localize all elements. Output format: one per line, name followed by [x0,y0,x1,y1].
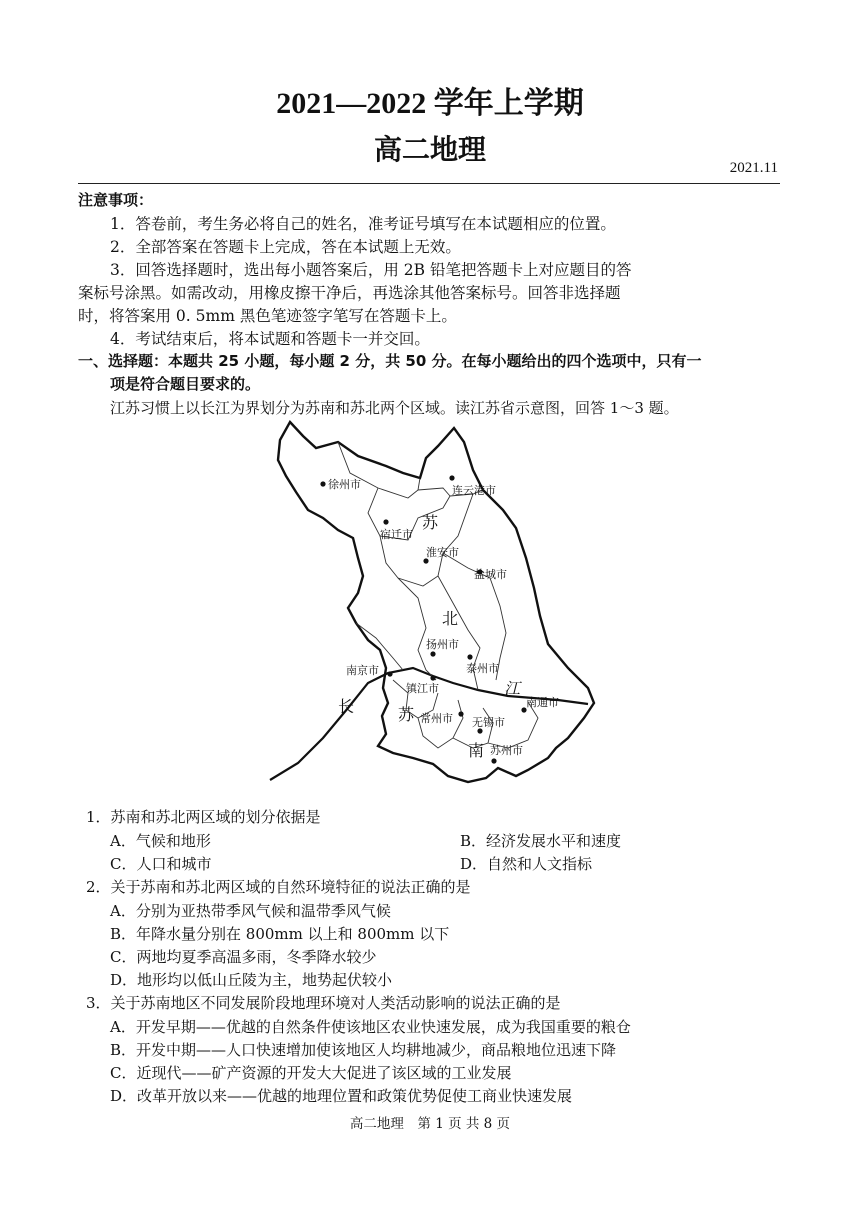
city-dot-changzhou [458,711,463,716]
notice-item-3-cont-b: 时，将答案用 0. 5mm 黑色笔迹签字笔写在答题卡上。 [78,307,457,325]
city-dot-suzhou [491,758,496,763]
city-label-wuxi: 无锡市 [472,716,505,729]
city-dot-wuxi [477,728,482,733]
question-1-option-a: A．气候和地形 [110,832,211,850]
question-2-option-b: B．年降水量分别在 800mm 以上和 800mm 以下 [110,925,450,943]
notice-heading: 注意事项： [78,191,154,209]
question-1-option-c: C．人口和城市 [110,855,212,873]
boundary-yangzhou [398,578,436,680]
city-label-yancheng: 盐城市 [474,568,507,581]
region-label-bei: 北 [442,609,459,628]
city-dot-huaian [423,558,428,563]
question-1-option-d: D．自然和人文指标 [460,855,593,873]
exam-subject: 高二地理 [373,133,486,166]
boundary-nanjing [356,623,403,670]
question-3-option-c: C．近现代——矿产资源的开发大大促进了该区域的工业发展 [110,1064,512,1082]
city-label-taizhou: 泰州市 [466,662,499,675]
region-label-chang: 长 [338,697,355,716]
notice-item-4: 4．考试结束后，将本试题和答题卡一并交回。 [110,330,430,348]
notice-item-3: 3．回答选择题时，选出每小题答案后，用 2B 铅笔把答题卡上对应题目的答 [110,261,632,279]
question-1-stem: 1．苏南和苏北两区域的划分依据是 [86,808,321,826]
city-dot-xuzhou [320,481,325,486]
section-heading-line2: 项是符合题目要求的。 [110,375,261,393]
city-dot-yangzhou [430,651,435,656]
region-label-nan: 南 [468,741,485,760]
notice-item-1: 1．答卷前，考生务必将自己的姓名，准考证号填写在本试题相应的位置。 [110,215,616,233]
city-dot-taizhou [467,654,472,659]
city-label-yangzhou: 扬州市 [426,638,459,651]
question-2-stem: 2．关于苏南和苏北两区域的自然环境特征的说法正确的是 [86,878,471,896]
question-2-option-a: A．分别为亚热带季风气候和温带季风气候 [110,902,391,920]
exam-date: 2021.11 [729,160,778,176]
jiangsu-map [268,418,598,788]
region-label-su-south: 苏 [398,705,415,724]
city-label-nanjing: 南京市 [346,664,379,677]
province-outline [278,422,594,782]
city-label-xuzhou: 徐州市 [328,478,361,491]
city-dot-lianyungang [449,475,454,480]
city-label-nantong: 南通市 [526,696,559,709]
question-3-option-b: B．开发中期——人口快速增加使该地区人均耕地减少，商品粮地位迅速下降 [110,1041,617,1059]
city-label-suqian: 宿迁市 [380,528,413,541]
page-footer: 高二地理 第 1 页 共 8 页 [349,1116,511,1132]
city-label-lianyungang: 连云港市 [452,484,496,497]
notice-item-2: 2．全部答案在答题卡上完成，答在本试题上无效。 [110,238,461,256]
question-3-option-d: D．改革开放以来——优越的地理位置和政策优势促使工商业快速发展 [110,1087,573,1105]
question-2-option-d: D．地形均以低山丘陵为主，地势起伏较小 [110,971,393,989]
city-dot-suqian [383,519,388,524]
section-heading-line1: 一、选择题：本题共 25 小题，每小题 2 分，共 50 分。在每小题给出的四个选项中，只有一 [78,352,702,370]
notice-item-3-cont-a: 案标号涂黑。如需改动，用橡皮擦干净后，再选涂其他答案标号。回答非选择题 [78,284,621,302]
header-rule [78,183,780,184]
city-dot-zhenjiang [430,675,435,680]
city-label-huaian: 淮安市 [426,546,459,559]
question-3-stem: 3．关于苏南地区不同发展阶段地理环境对人类活动影响的说法正确的是 [86,994,561,1012]
question-1-option-b: B．经济发展水平和速度 [460,832,622,850]
question-2-option-c: C．两地均夏季高温多雨，冬季降水较少 [110,948,377,966]
city-dot-nanjing [387,671,392,676]
exam-title: 2021—2022 学年上学期 [276,87,584,120]
region-label-jiang: 江 [504,679,521,698]
question-3-option-a: A．开发早期——优越的自然条件使该地区农业快速发展，成为我国重要的粮仓 [110,1018,631,1036]
question-intro: 江苏习惯上以长江为界划分为苏南和苏北两个区域。读江苏省示意图，回答 1～3 题。 [110,399,679,417]
city-label-changzhou: 常州市 [420,712,453,725]
region-label-su-north-1: 苏 [422,513,439,532]
city-label-zhenjiang: 镇江市 [406,682,439,695]
city-label-suzhou: 苏州市 [490,744,523,757]
